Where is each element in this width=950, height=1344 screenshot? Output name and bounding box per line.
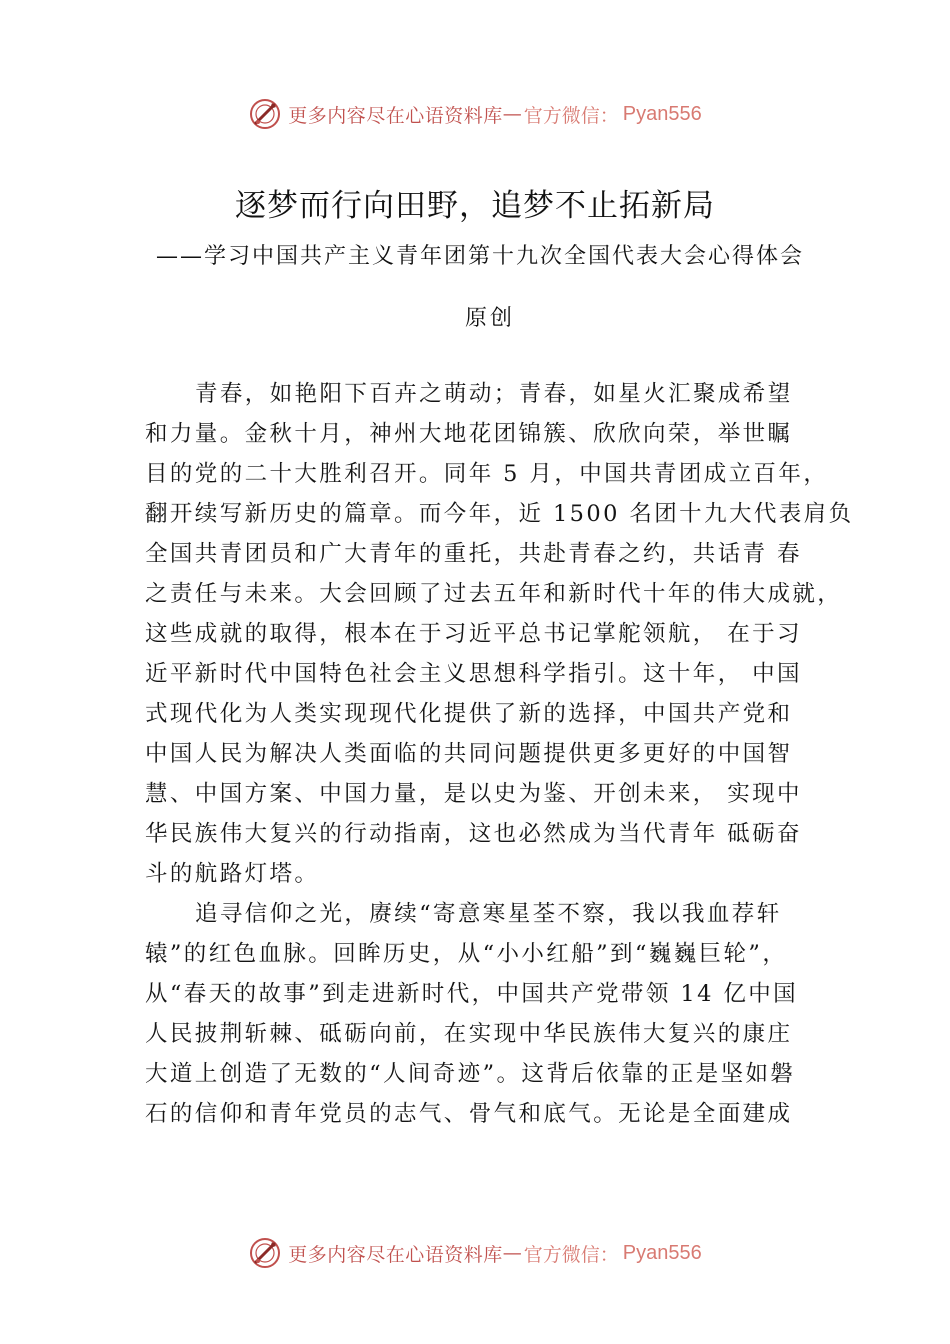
pen-seal-logo-icon [248,97,282,131]
document-title: 逐梦而行向田野，追梦不止拓新局 [235,188,715,224]
paragraph-line: 石的信仰和青年党员的志气、骨气和底气。无论是全面建成 [145,1101,793,1127]
paragraph-line: 翻开续写新历史的篇章。而今年，近 1500 名团十九大代表肩负 [145,501,854,527]
banner-separator: — [502,1242,522,1264]
footer-banner [0,1233,950,1273]
paragraph-line: 追寻信仰之光，赓续“寄意寒星荃不察，我以我血荐轩 [195,901,782,927]
banner-text: 更多内容尽在心语资料库 [288,104,503,127]
document-subtitle: ——学习中国共产主义青年团第十九次全国代表大会心得体会 [155,244,804,269]
paragraph-line: 大道上创造了无数的“人间奇迹”。这背后依靠的正是坚如磐 [145,1061,796,1087]
document-body [145,374,854,1134]
paragraph-line: 式现代化为人类实现现代化提供了新的选择，中国共产党和 [145,701,793,727]
paragraph-line: 青春，如艳阳下百卉之萌动；青春，如星火汇聚成希望 [195,381,793,407]
paragraph-line: 慧、中国方案、中国力量，是以史为鉴、开创未来， 实现中 [145,781,802,807]
paragraph-line: 华民族伟大复兴的行动指南，这也必然成为当代青年 砥砺奋 [145,821,802,847]
paragraph-line: 之责任与未来。大会回顾了过去五年和新时代十年的伟大成就， [145,581,843,607]
header-banner [0,94,950,134]
paragraph-line: 目的党的二十大胜利召开。同年 5 月，中国共青团成立百年， [145,461,829,487]
document-byline: 原创 [464,306,515,331]
banner-wechat-label: 官方微信： [523,1243,619,1266]
banner-wechat-label: 官方微信： [523,104,619,127]
paragraph-line: 和力量。金秋十月，神州大地花团锦簇、欣欣向荣，举世瞩 [145,421,793,447]
banner-wechat-id: Pyan556 [622,1241,702,1264]
pen-seal-logo-icon [248,1236,282,1270]
paragraph-line: 近平新时代中国特色社会主义思想科学指引。这十年， 中国 [145,661,802,687]
banner-text: 更多内容尽在心语资料库 [288,1243,503,1266]
paragraph-line: 人民披荆斩棘、砥砺向前，在实现中华民族伟大复兴的康庄 [145,1021,793,1047]
paragraph-line: 从“春天的故事”到走进新时代，中国共产党带领 14 亿中国 [145,981,799,1007]
paragraph-line: 这些成就的取得，根本在于习近平总书记掌舵领航， 在于习 [145,621,802,647]
paragraph-line: 辕”的红色血脉。回眸历史，从“小小红船”到“巍巍巨轮”， [145,941,788,967]
paragraph-line: 中国人民为解决人类面临的共同问题提供更多更好的中国智 [145,741,793,767]
banner-separator: — [502,103,522,125]
banner-wechat-id: Pyan556 [622,102,702,125]
paragraph-line: 斗的航路灯塔。 [145,861,320,887]
paragraph-line: 全国共青团员和广大青年的重托，共赴青春之约，共话青 春 [145,541,802,567]
